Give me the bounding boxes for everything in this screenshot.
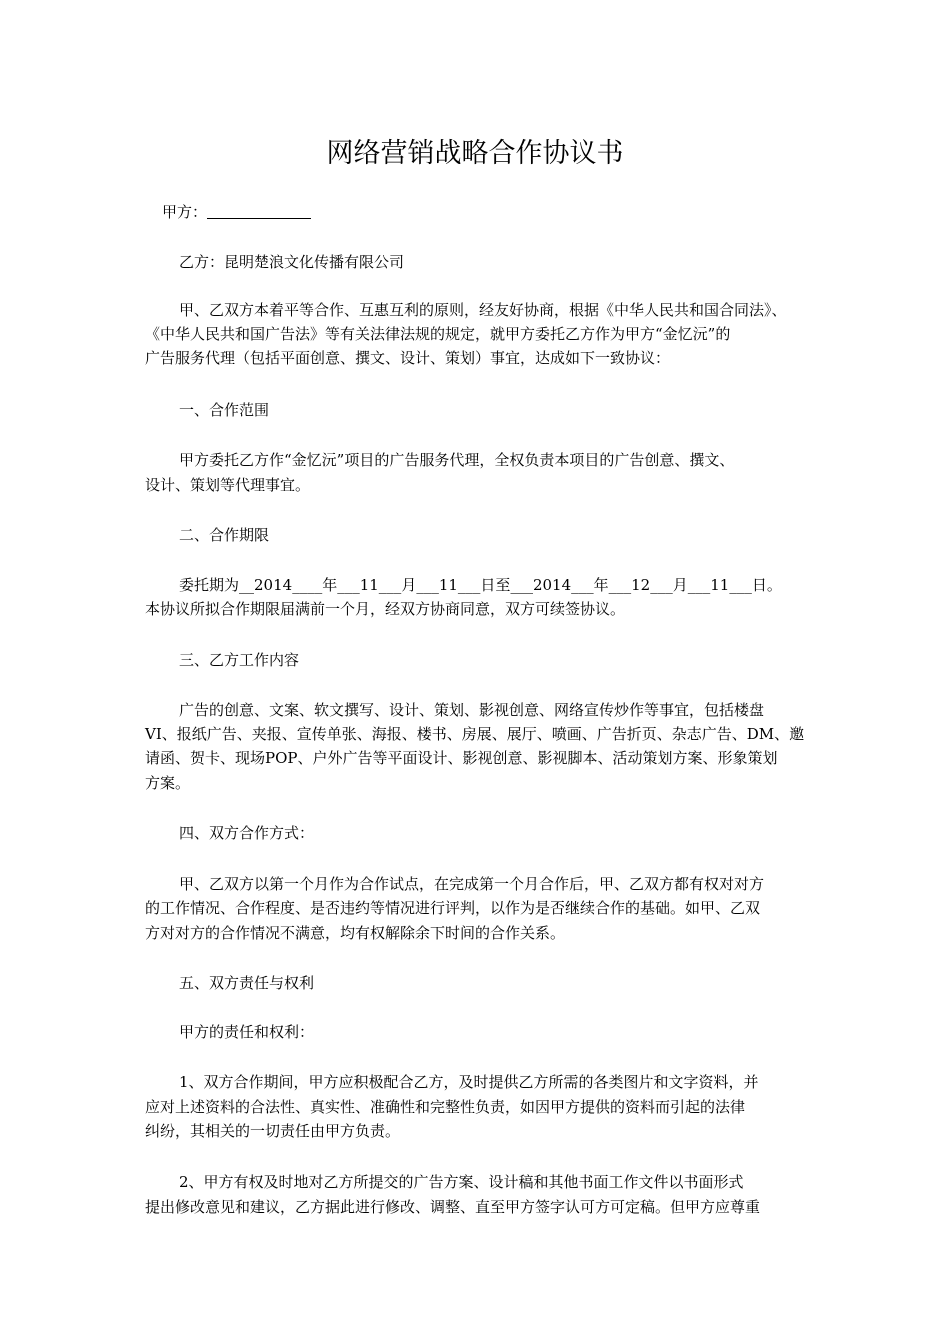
section-2-period-line <box>145 573 849 597</box>
intro-line-2: 《中华人民共和国广告法》等有关法律法规的规定，就甲方委托乙方作为甲方“金忆沅”的 <box>145 325 731 343</box>
section-2-line-2: 本协议所拟合作期限届满前一个月，经双方协商同意，双方可续签协议。 <box>145 600 626 618</box>
section-3-heading: 三、乙方工作内容 <box>179 651 300 669</box>
document-title: 网络营销战略合作协议书 <box>326 138 624 169</box>
section-3-line-1: 广告的创意、文案、软文撰写、设计、策划、影视创意、网络宣传炒作等事宜，包括楼盘 <box>179 701 765 719</box>
section-3-line-2: VI、报纸广告、夹报、宣传单张、海报、楼书、房展、展厅、喷画、广告折页、杂志广告、DM、邀 <box>145 725 805 743</box>
day-label-2: 日。 <box>751 576 782 594</box>
party-b-line: 乙方：昆明楚浪文化传播有限公司 <box>179 253 405 271</box>
item-1-line-3: 纠纷，其相关的一切责任由甲方负责。 <box>145 1122 401 1140</box>
section-2-heading: 二、合作期限 <box>179 526 270 544</box>
section-1-line-1: 甲方委托乙方作“金忆沅”项目的广告服务代理，全权负责本项目的广告创意、撰文、 <box>179 451 735 469</box>
section-1-line-2: 设计、策划等代理事宜。 <box>145 476 311 494</box>
section-4-line-1: 甲、乙双方以第一个月作为合作试点，在完成第一个月合作后，甲、乙双方都有权对对方 <box>179 875 765 893</box>
month-label-2: 月 <box>672 576 688 594</box>
start-month: ___11___ <box>337 576 402 594</box>
section-3-line-3: 请函、贺卡、现场POP、户外广告等平面设计、影视创意、影视脚本、活动策划方案、形象策划 <box>145 749 778 767</box>
start-year: __2014____ <box>239 576 323 594</box>
intro-line-3: 广告服务代理（包括平面创意、撰文、设计、策划）事宜，达成如下一致协议： <box>145 349 671 367</box>
section-4-heading: 四、双方合作方式： <box>179 824 315 842</box>
month-label-1: 月 <box>401 576 417 594</box>
start-day: ___11___ <box>416 576 481 594</box>
party-a-blank <box>207 203 311 219</box>
day-label-1: 日至 <box>480 576 511 594</box>
party-a-label: 甲方： <box>162 203 208 221</box>
section-5-heading: 五、双方责任与权利 <box>179 974 315 992</box>
end-month: ___12___ <box>608 576 673 594</box>
section-1-heading: 一、合作范围 <box>179 401 270 419</box>
item-2-line-1: 2、甲方有权及时地对乙方所提交的广告方案、设计稿和其他书面工作文件以书面形式 <box>179 1173 744 1191</box>
end-day: ___11___ <box>687 576 752 594</box>
period-prefix: 委托期为 <box>179 576 240 594</box>
party-a-line <box>145 200 832 224</box>
item-2-line-2: 提出修改意见和建议，乙方据此进行修改、调整、直至甲方签字认可方可定稿。但甲方应尊重 <box>145 1198 761 1216</box>
item-1-line-1: 1、双方合作期间，甲方应积极配合乙方，及时提供乙方所需的各类图片和文字资料，并 <box>179 1073 759 1091</box>
year-label-1: 年 <box>322 576 338 594</box>
section-4-line-2: 的工作情况、合作程度、是否违约等情况进行评判，以作为是否继续合作的基础。如甲、乙双 <box>145 899 761 917</box>
year-label-2: 年 <box>593 576 609 594</box>
section-5-subheading: 甲方的责任和权利： <box>179 1023 315 1041</box>
section-4-line-3: 方对对方的合作情况不满意，均有权解除余下时间的合作关系。 <box>145 924 566 942</box>
end-year: ___2014___ <box>510 576 594 594</box>
item-1-line-2: 应对上述资料的合法性、真实性、准确性和完整性负责，如因甲方提供的资料而引起的法律 <box>145 1098 746 1116</box>
intro-line-1: 甲、乙双方本着平等合作、互惠互利的原则，经友好协商，根据《中华人民共和国合同法》、 <box>179 301 787 319</box>
section-3-line-4: 方案。 <box>145 774 191 792</box>
